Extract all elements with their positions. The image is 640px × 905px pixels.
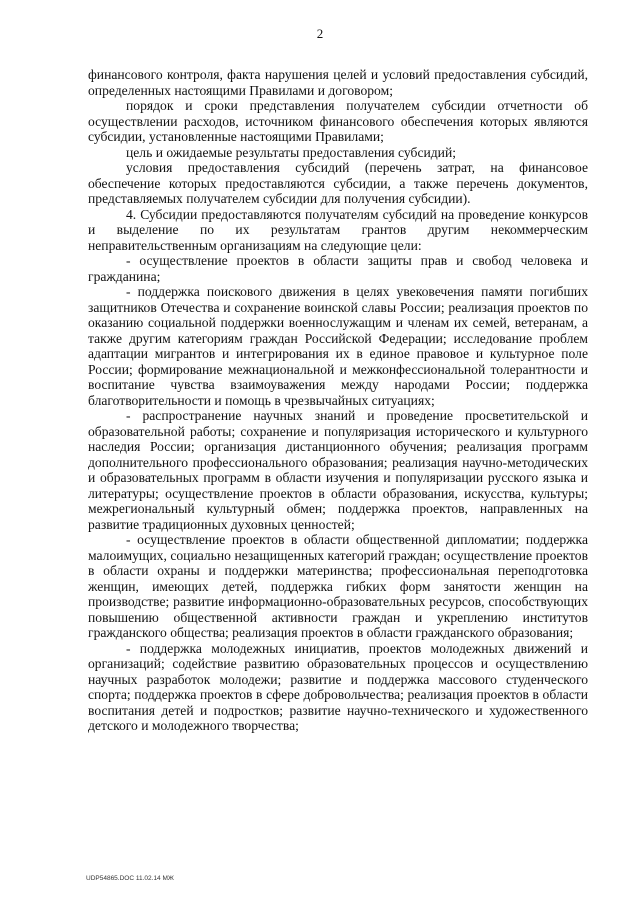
body-paragraph: условия предоставления субсидий (перечень затрат, на финансовое обеспечение которых предоставляются субсидии, а также перечень документов, представляемых получателем субсидии для получения субсидии). <box>88 160 588 206</box>
body-paragraph: - распространение научных знаний и проведение просветительской и образовательной работы; сохранение и популяризация исторического и культурного наследия России; организация дистанционного обучения; реализация программ дополнительного профессионального образования; реализация научно-методических и образовательных программ в области изучения и популяризации русского языка и литературы; осуществление проектов в области образования, искусства, культуры; межрегиональный культурный обмен; поддержка проектов, направленных на развитие традиционных духовных ценностей; <box>88 408 588 532</box>
body-paragraph: порядок и сроки представления получателем субсидии отчетности об осуществлении расходов, источником финансового обеспечения которых являются субсидии, установленные настоящими Правилами; <box>88 98 588 144</box>
body-paragraph: финансового контроля, факта нарушения целей и условий предоставления субсидий, определенных настоящими Правилами и договором; <box>88 67 588 98</box>
body-paragraph: 4. Субсидии предоставляются получателям субсидий на проведение конкурсов и выделение по их результатам грантов другим некоммерческим неправительственным организациям на следующие цели: <box>88 206 588 253</box>
body-paragraph: - поддержка поискового движения в целях увековечения памяти погибших защитников Отечества и сохранение воинской славы России; реализация проектов по оказанию социальной поддержки военнослужащим и членам их семей, ветеранам, а также другим категориям граждан Российской Федерации; исследование проблем адаптации мигрантов и интегрирования их в единое правовое и культурное поле России; формирование межнациональной и межконфессиональной толерантности и воспитание чувства взаимоуважения между народами России; поддержка благотворительности и помощь в чрезвычайных ситуациях; <box>88 284 588 408</box>
document-footer: UDP54865.DOC 11.02.14 МЖ <box>86 875 174 882</box>
body-paragraph: цель и ожидаемые результаты предоставления субсидий; <box>126 144 456 160</box>
page-number: 2 <box>316 26 324 41</box>
document-body <box>88 67 588 734</box>
body-paragraph: - осуществление проектов в области общественной дипломатии; поддержка малоимущих, социально незащищенных категорий граждан; осуществление проектов в области охраны и поддержки материнства; профессиональная переподготовка женщин, имеющих детей, поддержка гибких форм занятости женщин на производстве; развитие информационно-образовательных ресурсов, способствующих повышению общественной активности граждан и укреплению институтов гражданского общества; реализация проектов в области гражданского образования; <box>88 532 588 640</box>
body-paragraph: - осуществление проектов в области защиты прав и свобод человека и гражданина; <box>88 253 588 284</box>
body-paragraph: - поддержка молодежных инициатив, проектов молодежных движений и организаций; содействие развитию образовательных процессов и осуществлению научных разработок молодежи; развитие и поддержка массового студенческого спорта; поддержка проектов в сфере добровольчества; реализация проектов в области воспитания детей и подростков; развитие научно-технического и художественного детского и молодежного творчества; <box>88 640 588 733</box>
